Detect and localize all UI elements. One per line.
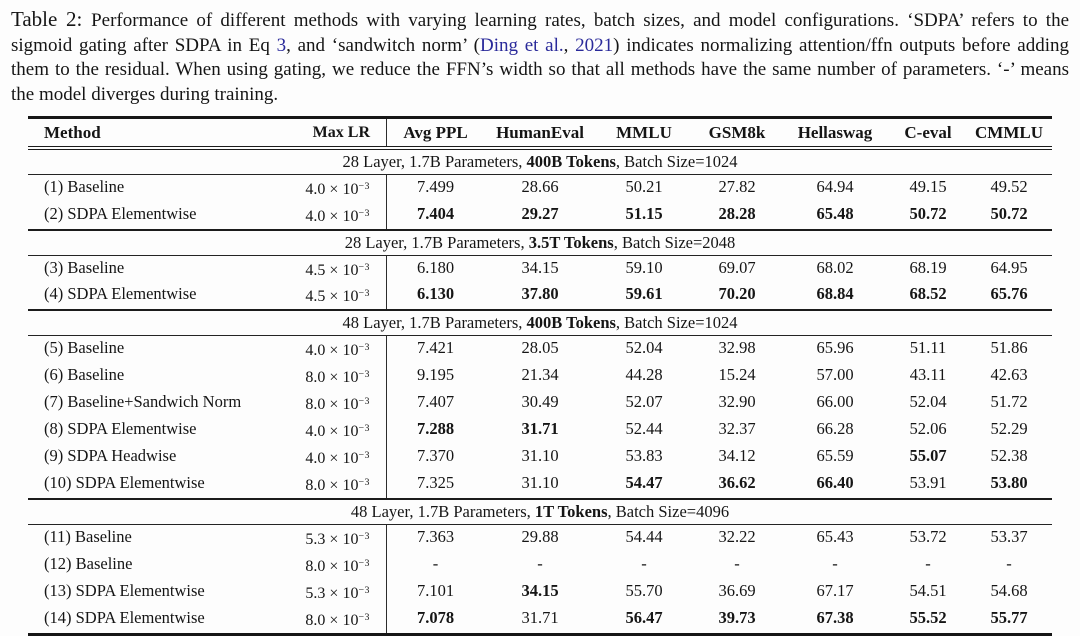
metric-value: 54.51: [909, 581, 947, 601]
metric-value: -: [925, 554, 931, 574]
table-row: [28, 336, 1052, 363]
metric-value: 43.11: [909, 365, 947, 385]
max-lr-value: $4.0 \times 10^{-3}$: [305, 423, 370, 441]
method-name: (13) SDPA Elementwise: [44, 581, 205, 601]
table-row: [28, 175, 1052, 202]
section-header-text: 48 Layer, 1.7B Parameters,: [350, 502, 535, 522]
section-header: [28, 311, 1052, 336]
metric-value: -: [641, 554, 647, 574]
caption-text: ) indicates normalizing attention/ffn outputs before adding them to the residual. When using gating, we reduce the FFN’s width so that all methods have the same number of parameters. ‘-’ means the model diverges during training.: [11, 34, 1069, 105]
metric-value: 70.20: [718, 284, 756, 304]
method-name: (6) Baseline: [44, 365, 125, 385]
section-header-tokens: 3.5T Tokens: [528, 232, 614, 252]
metric-value: -: [734, 554, 740, 574]
metric-value: 29.27: [521, 203, 559, 223]
metric-value: 34.15: [521, 257, 559, 277]
max-lr-value: $8.0 \times 10^{-3}$: [305, 477, 370, 495]
caption-label: Table 2:: [11, 7, 92, 31]
section-header-text: 48 Layer, 1.7B Parameters,: [342, 313, 527, 333]
metric-value: 52.06: [909, 419, 947, 439]
section-header-text: 28 Layer, 1.7B Parameters,: [342, 151, 527, 171]
metric-value: 37.80: [521, 284, 559, 304]
metric-value: -: [1006, 554, 1012, 574]
method-name: (1) Baseline: [44, 176, 125, 196]
table-row: [28, 390, 1052, 417]
section-header-text: , Batch Size=1024: [615, 151, 738, 171]
metric-value: 64.94: [816, 176, 854, 196]
metric-value: 21.34: [521, 365, 559, 385]
citation-link[interactable]: 3: [276, 34, 287, 56]
metric-value: 55.07: [909, 446, 947, 466]
citation-link[interactable]: 2021: [575, 34, 614, 56]
metric-value: 31.10: [521, 473, 559, 493]
metric-value: 65.96: [816, 338, 854, 358]
method-name: (14) SDPA Elementwise: [44, 607, 205, 627]
max-lr-value: $8.0 \times 10^{-3}$: [305, 396, 370, 414]
column-header-avg-ppl: Avg PPL: [386, 119, 484, 146]
metric-value: 30.49: [521, 392, 559, 412]
metric-value: 27.82: [718, 176, 756, 196]
section-header: [28, 500, 1052, 525]
table-row: [28, 444, 1052, 471]
metric-value: 52.07: [625, 392, 663, 412]
metric-value: 52.04: [909, 392, 947, 412]
metric-value: 65.48: [816, 203, 854, 223]
metric-value: 32.90: [718, 392, 756, 412]
caption-text: Performance of different methods with varying learning rates, batch sizes, and model configurations. ‘SDPA’ refers to the sigmoid gating after SDPA in Eq: [11, 10, 1070, 56]
column-header-max-lr: Max LR: [312, 123, 370, 141]
metric-value: 54.68: [990, 581, 1028, 601]
metric-value: 44.28: [625, 365, 663, 385]
metric-value: 32.98: [718, 338, 756, 358]
max-lr-value: $8.0 \times 10^{-3}$: [305, 558, 370, 576]
metric-value: 53.37: [990, 527, 1028, 547]
table-row: [28, 256, 1052, 283]
metric-value: 31.71: [521, 607, 559, 627]
table-row: [28, 282, 1052, 309]
max-lr-value: $4.0 \times 10^{-3}$: [305, 342, 370, 360]
max-lr-value: $4.0 \times 10^{-3}$: [305, 180, 370, 198]
metric-value: 56.47: [625, 607, 663, 627]
column-header-cmmlu: CMMLU: [975, 122, 1043, 142]
metric-value: 32.37: [718, 419, 756, 439]
table-body: [28, 150, 1052, 633]
metric-value: 55.52: [909, 607, 947, 627]
method-name: (8) SDPA Elementwise: [44, 419, 197, 439]
metric-value: 9.195: [386, 363, 484, 390]
metric-value: 50.21: [625, 176, 663, 196]
metric-value: 31.71: [521, 419, 559, 439]
metric-value: 6.180: [386, 256, 484, 283]
max-lr-value: $8.0 \times 10^{-3}$: [305, 611, 370, 629]
metric-value: 7.499: [386, 175, 484, 202]
metric-value: 32.22: [718, 527, 756, 547]
table-bottom-rule: [28, 633, 1052, 636]
caption-text: ,: [563, 34, 576, 56]
column-header-gsm8k: GSM8k: [708, 122, 766, 142]
method-name: (11) Baseline: [44, 527, 132, 547]
metric-value: 55.70: [625, 581, 663, 601]
column-header-humaneval: HumanEval: [496, 122, 584, 142]
max-lr-value: $8.0 \times 10^{-3}$: [305, 369, 370, 387]
column-header-method: Method: [44, 122, 101, 142]
table-row: [28, 363, 1052, 390]
metric-value: 59.61: [625, 284, 663, 304]
table-row: [28, 471, 1052, 498]
table-row: [28, 202, 1052, 229]
section-header-text: , Batch Size=4096: [607, 502, 730, 522]
metric-value: 67.17: [816, 581, 854, 601]
metric-value: 42.63: [990, 365, 1028, 385]
metric-value: 39.73: [718, 607, 756, 627]
table-row: [28, 606, 1052, 633]
metric-value: 53.72: [909, 527, 947, 547]
metric-value: 49.15: [909, 176, 947, 196]
method-name: (10) SDPA Elementwise: [44, 473, 205, 493]
metric-value: 28.28: [718, 203, 756, 223]
caption-text: , and ‘sandwitch norm’ (: [286, 34, 480, 56]
max-lr-value: $4.0 \times 10^{-3}$: [305, 450, 370, 468]
method-name: (9) SDPA Headwise: [44, 446, 177, 466]
metric-value: 7.404: [386, 202, 484, 229]
metric-value: 51.72: [990, 392, 1028, 412]
metric-value: -: [386, 552, 484, 579]
section-header-tokens: 400B Tokens: [526, 313, 616, 333]
section-header-tokens: 400B Tokens: [526, 151, 616, 171]
metric-value: 52.29: [990, 419, 1028, 439]
metric-value: 51.15: [625, 203, 663, 223]
metric-value: 51.11: [909, 338, 947, 358]
max-lr-value: $4.0 \times 10^{-3}$: [305, 207, 370, 225]
metric-value: 36.69: [718, 581, 756, 601]
metric-value: 52.04: [625, 338, 663, 358]
section-header-text: , Batch Size=1024: [615, 313, 738, 333]
metric-value: 7.370: [386, 444, 484, 471]
metric-value: 59.10: [625, 257, 663, 277]
citation-link[interactable]: Ding et al.: [479, 34, 564, 56]
metric-value: 50.72: [909, 203, 947, 223]
table-row: [28, 525, 1052, 552]
metric-value: 36.62: [718, 473, 756, 493]
method-name: (5) Baseline: [44, 338, 125, 358]
max-lr-value: $4.5 \times 10^{-3}$: [305, 288, 370, 306]
metric-value: 68.02: [816, 257, 854, 277]
metric-value: 7.325: [386, 471, 484, 498]
max-lr-value: $4.5 \times 10^{-3}$: [305, 261, 370, 279]
table-row: [28, 579, 1052, 606]
metric-value: 31.10: [521, 446, 559, 466]
metric-value: 52.44: [625, 419, 663, 439]
metric-value: 65.43: [816, 527, 854, 547]
metric-value: 51.86: [990, 338, 1028, 358]
table-caption: [11, 7, 1069, 107]
table-header-row: [28, 119, 1052, 146]
method-name: (12) Baseline: [44, 554, 133, 574]
metric-value: 53.91: [909, 473, 947, 493]
section-header-text: 28 Layer, 1.7B Parameters,: [344, 232, 529, 252]
column-header-c-eval: C-eval: [904, 122, 952, 142]
metric-value: 49.52: [990, 176, 1028, 196]
metric-value: 34.15: [521, 581, 559, 601]
metric-value: 29.88: [521, 527, 559, 547]
metric-value: 66.28: [816, 419, 854, 439]
section-header-text: , Batch Size=2048: [613, 232, 736, 252]
metric-value: 68.19: [909, 257, 947, 277]
metric-value: -: [537, 554, 543, 574]
metric-value: 7.288: [386, 417, 484, 444]
metric-value: 54.47: [625, 473, 663, 493]
table-row: [28, 552, 1052, 579]
metric-value: 68.52: [909, 284, 947, 304]
metric-value: -: [832, 554, 838, 574]
metric-value: 66.00: [816, 392, 854, 412]
metric-value: 7.363: [386, 525, 484, 552]
method-name: (2) SDPA Elementwise: [44, 203, 197, 223]
metric-value: 7.407: [386, 390, 484, 417]
metric-value: 65.59: [816, 446, 854, 466]
max-lr-value: $5.3 \times 10^{-3}$: [305, 584, 370, 602]
method-name: (3) Baseline: [44, 257, 125, 277]
metric-value: 34.12: [718, 446, 756, 466]
metric-value: 69.07: [718, 257, 756, 277]
metric-value: 7.421: [386, 336, 484, 363]
metric-value: 54.44: [625, 527, 663, 547]
metric-value: 6.130: [386, 282, 484, 309]
metric-value: 55.77: [990, 607, 1028, 627]
metric-value: 53.80: [990, 473, 1028, 493]
metric-value: 28.66: [521, 176, 559, 196]
metric-value: 57.00: [816, 365, 854, 385]
results-table: [28, 116, 1052, 636]
column-header-mmlu: MMLU: [616, 122, 672, 142]
metric-value: 65.76: [990, 284, 1028, 304]
metric-value: 15.24: [718, 365, 756, 385]
method-name: (7) Baseline+Sandwich Norm: [44, 392, 242, 412]
metric-value: 52.38: [990, 446, 1028, 466]
metric-value: 66.40: [816, 473, 854, 493]
metric-value: 50.72: [990, 203, 1028, 223]
method-name: (4) SDPA Elementwise: [44, 284, 197, 304]
metric-value: 28.05: [521, 338, 559, 358]
metric-value: 7.078: [386, 606, 484, 633]
section-header-tokens: 1T Tokens: [534, 502, 608, 522]
metric-value: 67.38: [816, 607, 854, 627]
section-header: [28, 150, 1052, 175]
metric-value: 7.101: [386, 579, 484, 606]
section-header: [28, 231, 1052, 256]
metric-value: 53.83: [625, 446, 663, 466]
metric-value: 68.84: [816, 284, 854, 304]
table-row: [28, 417, 1052, 444]
metric-value: 64.95: [990, 257, 1028, 277]
column-header-hellaswag: Hellaswag: [797, 122, 873, 142]
max-lr-value: $5.3 \times 10^{-3}$: [305, 531, 370, 549]
